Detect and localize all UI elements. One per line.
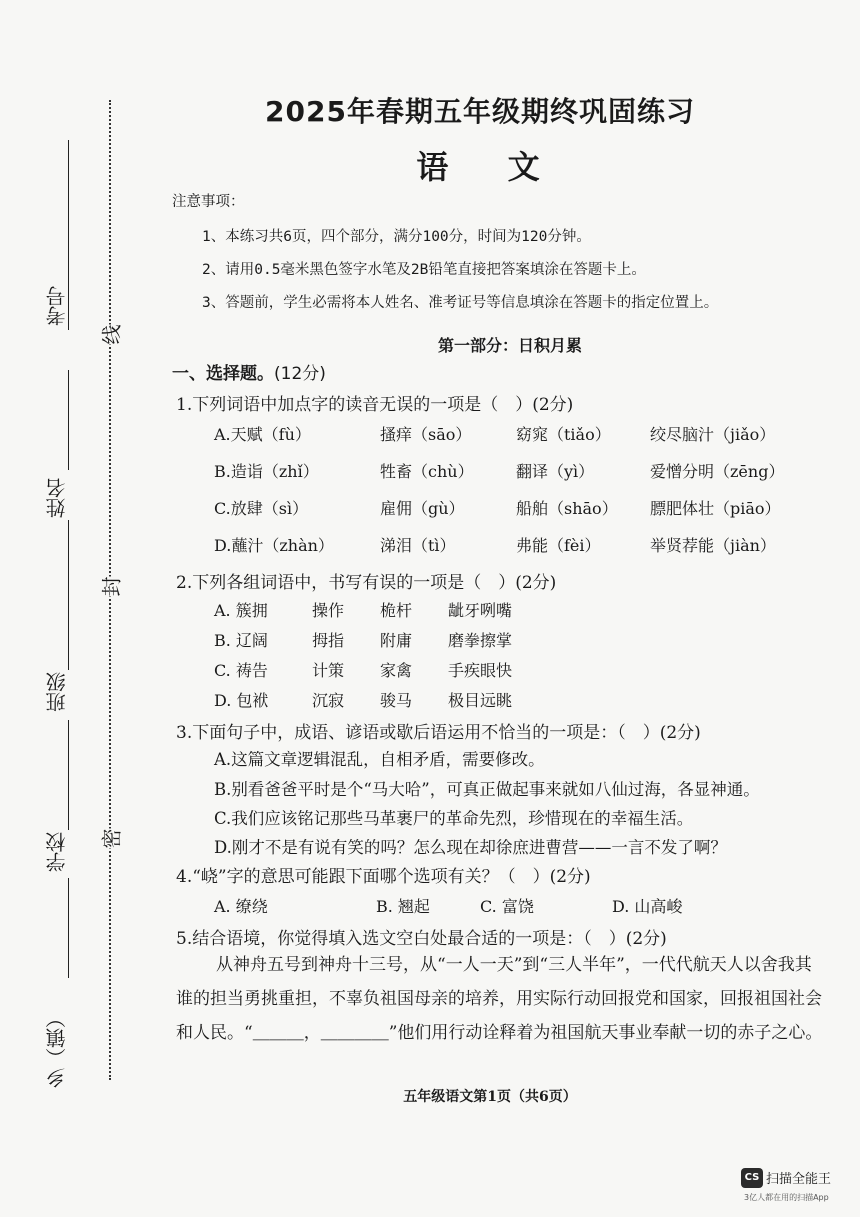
option-cell: 船舶（shāo）: [516, 499, 618, 518]
question-stem: 1.下列词语中加点字的读音无误的一项是（ ）(2分): [176, 395, 574, 415]
section-heading: [172, 359, 326, 384]
option-cell: 拇指: [312, 631, 345, 650]
seal-char-secret: 密: [94, 829, 127, 849]
option-cell: 搔痒（sāo）: [380, 425, 472, 444]
option-cell: 磨拳擦掌: [448, 631, 513, 650]
notes-item: 2、请用0.5毫米黑色签字水笔及2B铅笔直接把答案填涂在答题卡上。: [202, 262, 646, 278]
option-cell: C. 祷告: [214, 661, 268, 680]
option-cell: 翻译（yì）: [516, 462, 595, 481]
option-cell: C. 富饶: [480, 897, 534, 916]
option-cell: 膘肥体壮（piāo）: [650, 499, 781, 518]
margin-field-school: 学校: [45, 832, 69, 872]
page-footer: 五年级语文第1页（共6页）: [403, 1089, 577, 1105]
scanner-name: 扫描全能王: [766, 1172, 832, 1187]
option-cell: 附庸: [380, 631, 413, 650]
option-cell: 骏马: [380, 691, 413, 710]
option-cell: 计策: [312, 661, 345, 680]
option-cell: B. 辽阔: [214, 631, 268, 650]
option-cell: A. 缭绕: [214, 897, 268, 916]
notes-item: 1、本练习共6页，四个部分，满分100分，时间为120分钟。: [202, 229, 591, 245]
exam-title: 2025年春期五年级期终巩固练习: [265, 95, 695, 128]
option-cell: 桅杆: [380, 601, 413, 620]
option-cell: C.放肆（sì）: [214, 499, 309, 518]
option-cell: 操作: [312, 601, 345, 620]
scanner-tagline: 3亿人都在用的扫描App: [744, 1193, 829, 1202]
option-cell: D. 山高峻: [612, 897, 683, 916]
margin-field-name: 姓名: [45, 478, 69, 518]
section-title: 一、选择题。: [172, 364, 274, 384]
subject-title: 语 文: [416, 148, 564, 186]
option-cell: 龇牙咧嘴: [448, 601, 513, 620]
option-cell: 爱憎分明（zēng）: [650, 462, 785, 481]
option-sentence: A.这篇文章逻辑混乱，自相矛盾，需要修改。: [214, 750, 545, 769]
option-cell: 极目远眺: [448, 691, 513, 710]
question-stem: 2.下列各组词语中，书写有误的一项是（ ）(2分): [176, 573, 557, 593]
scanner-watermark: [741, 1167, 831, 1188]
scanner-logo-icon: CS: [741, 1168, 763, 1188]
section-points: (12分): [274, 364, 326, 384]
notes-section: [172, 190, 718, 320]
part-title: 第一部分：日积月累: [437, 336, 582, 355]
option-sentence: B.别看爸爸平时是个“马大哈”，可真正做起事来就如八仙过海，各显神通。: [214, 780, 760, 799]
option-cell: 举贤荐能（jiàn）: [650, 536, 776, 555]
reading-passage: 从神舟五号到神舟十三号，从“一人一天”到“三人半年”，一代代航天人以舍我其谁的担当勇挑重担，不辜负祖国母亲的培养，用实际行动回报党和国家，回报祖国社会和人民。“＿＿＿，＿＿＿＿”他们用行动诠释着为祖国航天事业奉献一切的赤子之心。: [176, 955, 823, 1043]
option-cell: A.天赋（fù）: [214, 425, 311, 444]
option-cell: D.蘸汁（zhàn）: [214, 536, 334, 555]
seal-char-seal: 封: [94, 577, 127, 597]
margin-field-exam-number: 考号: [45, 286, 69, 326]
option-cell: 家禽: [380, 661, 413, 680]
option-sentence: D.刚才不是有说有笑的吗？怎么现在却徐庶进曹营——一言不发了啊？: [214, 838, 727, 857]
option-cell: A. 簇拥: [214, 601, 268, 620]
option-cell: B. 翘起: [376, 897, 430, 916]
option-cell: 手疾眼快: [448, 661, 513, 680]
notes-heading: 注意事项：: [172, 194, 245, 210]
option-cell: 牲畜（chù）: [380, 462, 474, 481]
option-cell: B.造诣（zhǐ）: [214, 462, 319, 481]
question-stem: 5.结合语境，你觉得填入选文空白处最合适的一项是：（ ）(2分): [176, 929, 667, 949]
option-cell: 雇佣（gù）: [380, 499, 465, 518]
seal-char-line: 线: [94, 325, 127, 345]
option-cell: 窈窕（tiǎo）: [516, 425, 611, 444]
option-cell: D. 包袱: [214, 691, 269, 710]
option-cell: 弗能（fèi）: [516, 536, 601, 555]
question-stem: 4.“峣”字的意思可能跟下面哪个选项有关？（ ）(2分): [176, 867, 591, 887]
option-sentence: C.我们应该铭记那些马革裹尸的革命先烈，珍惜现在的幸福生活。: [214, 809, 694, 828]
margin-field-class: 班级: [45, 672, 69, 712]
margin-field-township: 乡（镇）: [45, 1008, 69, 1088]
option-cell: 涕泪（tì）: [380, 536, 456, 555]
notes-item: 3、答题前，学生必需将本人姓名、准考证号等信息填涂在答题卡的指定位置上。: [202, 295, 719, 311]
question-stem: 3.下面句子中，成语、谚语或歇后语运用不恰当的一项是：（ ）(2分): [176, 723, 701, 743]
option-cell: 沉寂: [312, 691, 345, 710]
option-cell: 绞尽脑汁（jiǎo）: [650, 425, 776, 444]
